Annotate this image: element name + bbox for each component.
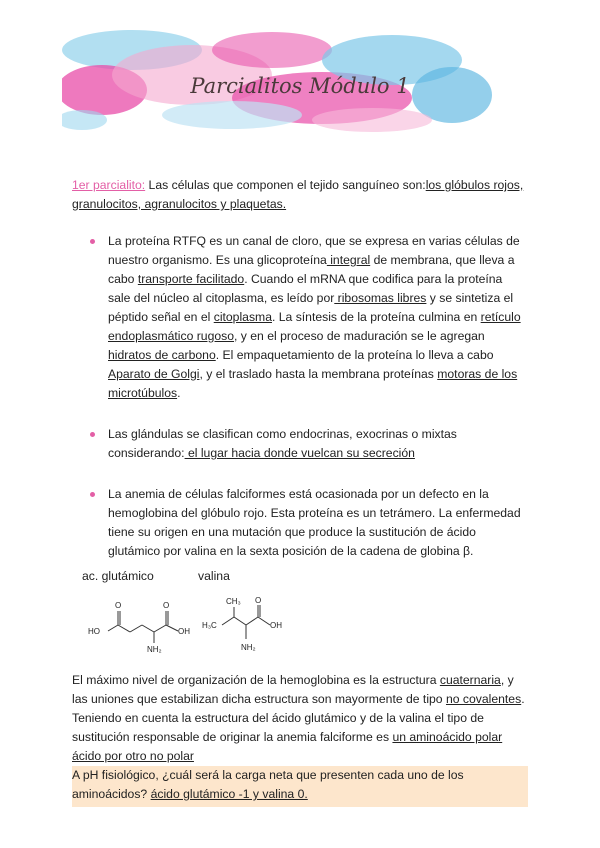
glutamic-acid-structure (108, 611, 178, 643)
label-valine: valina (198, 569, 230, 583)
svg-text:O: O (255, 596, 262, 605)
bullet-list (72, 232, 528, 561)
paragraph-intro: 1er parcialito: Las células que componen el tejido sanguíneo son:los glóbulos rojos, granulocitos, agranulocitos y plaquetas. (72, 178, 524, 211)
label-first-quiz: 1er parcialito: (72, 178, 146, 192)
bullet-item-protein: La proteína RTFQ es un canal de cloro, que se expresa en varias células de nuestro organismo. Es una glicoproteína integral de membrana, que lleva a cabo transporte facilitado. Cuando el mRNA que codifica para la proteína sale del núcleo al citoplasma, es leído por ribosomas libres y se sintetiza el péptido señal en el citoplasma. La síntesis de la proteína culmina en retículo endoplasmático rugoso, y en el proceso de maduración se le agregan hidratos de carbono. El empaquetamiento de la proteína lo lleva a cabo Aparato de Golgi, y el traslado hasta la membrana proteínas motoras de los microtúbulos. (108, 232, 528, 403)
amino-acid-labels (72, 567, 528, 587)
document-body (72, 176, 528, 807)
svg-text:OH: OH (178, 627, 190, 636)
answer: los glóbulos rojos, granulocitos, agranulocitos y plaquetas. (72, 178, 524, 211)
svg-text:O: O (115, 601, 122, 610)
glutamic-acid-labels (88, 601, 190, 654)
svg-text:NH₂: NH₂ (147, 645, 162, 654)
highlighted-question: A pH fisiológico, ¿cuál será la carga neta que presenten cada uno de los aminoácidos? ácido glutámico -1 y valina 0. (72, 766, 528, 807)
label-glutamic-acid: ac. glutámico (82, 569, 154, 583)
page-title: Parcialitos Módulo 1 (190, 74, 410, 98)
svg-text:OH: OH (270, 621, 282, 630)
svg-text:NH₂: NH₂ (241, 643, 256, 652)
svg-text:CH₃: CH₃ (226, 597, 241, 606)
paragraph-hemoglobin: El máximo nivel de organización de la hemoglobina es la estructura cuaternaria, y las uniones que estabilizan dicha estructura son mayormente de tipo no covalentes. Teniendo en cuenta la estructura del ácido glutámico y de la valina el tipo de sustitución responsable de originar la anemia falciforme es un aminoácido polar ácido por otro no polar (72, 673, 525, 763)
svg-text:H₃C: H₃C (202, 621, 217, 630)
bullet-item-anemia: La anemia de células falciformes está ocasionada por un defecto en la hemoglobina del glóbulo rojo. Esta proteína es un tetrámero. La enfermedad tiene su origen en una mutación que produce la sustitución de ácido glutámico por valina en la sexta posición de la cadena de globina β. (108, 485, 528, 561)
bullet-item-glands: Las glándulas se clasifican como endocrinas, exocrinas o mixtas considerando: el lugar hacia donde vuelcan su secreción (108, 425, 528, 463)
svg-text:O: O (163, 601, 170, 610)
svg-text:HO: HO (88, 627, 100, 636)
amino-acid-structures (84, 595, 294, 657)
valine-structure (222, 605, 270, 639)
valine-labels (202, 596, 282, 652)
